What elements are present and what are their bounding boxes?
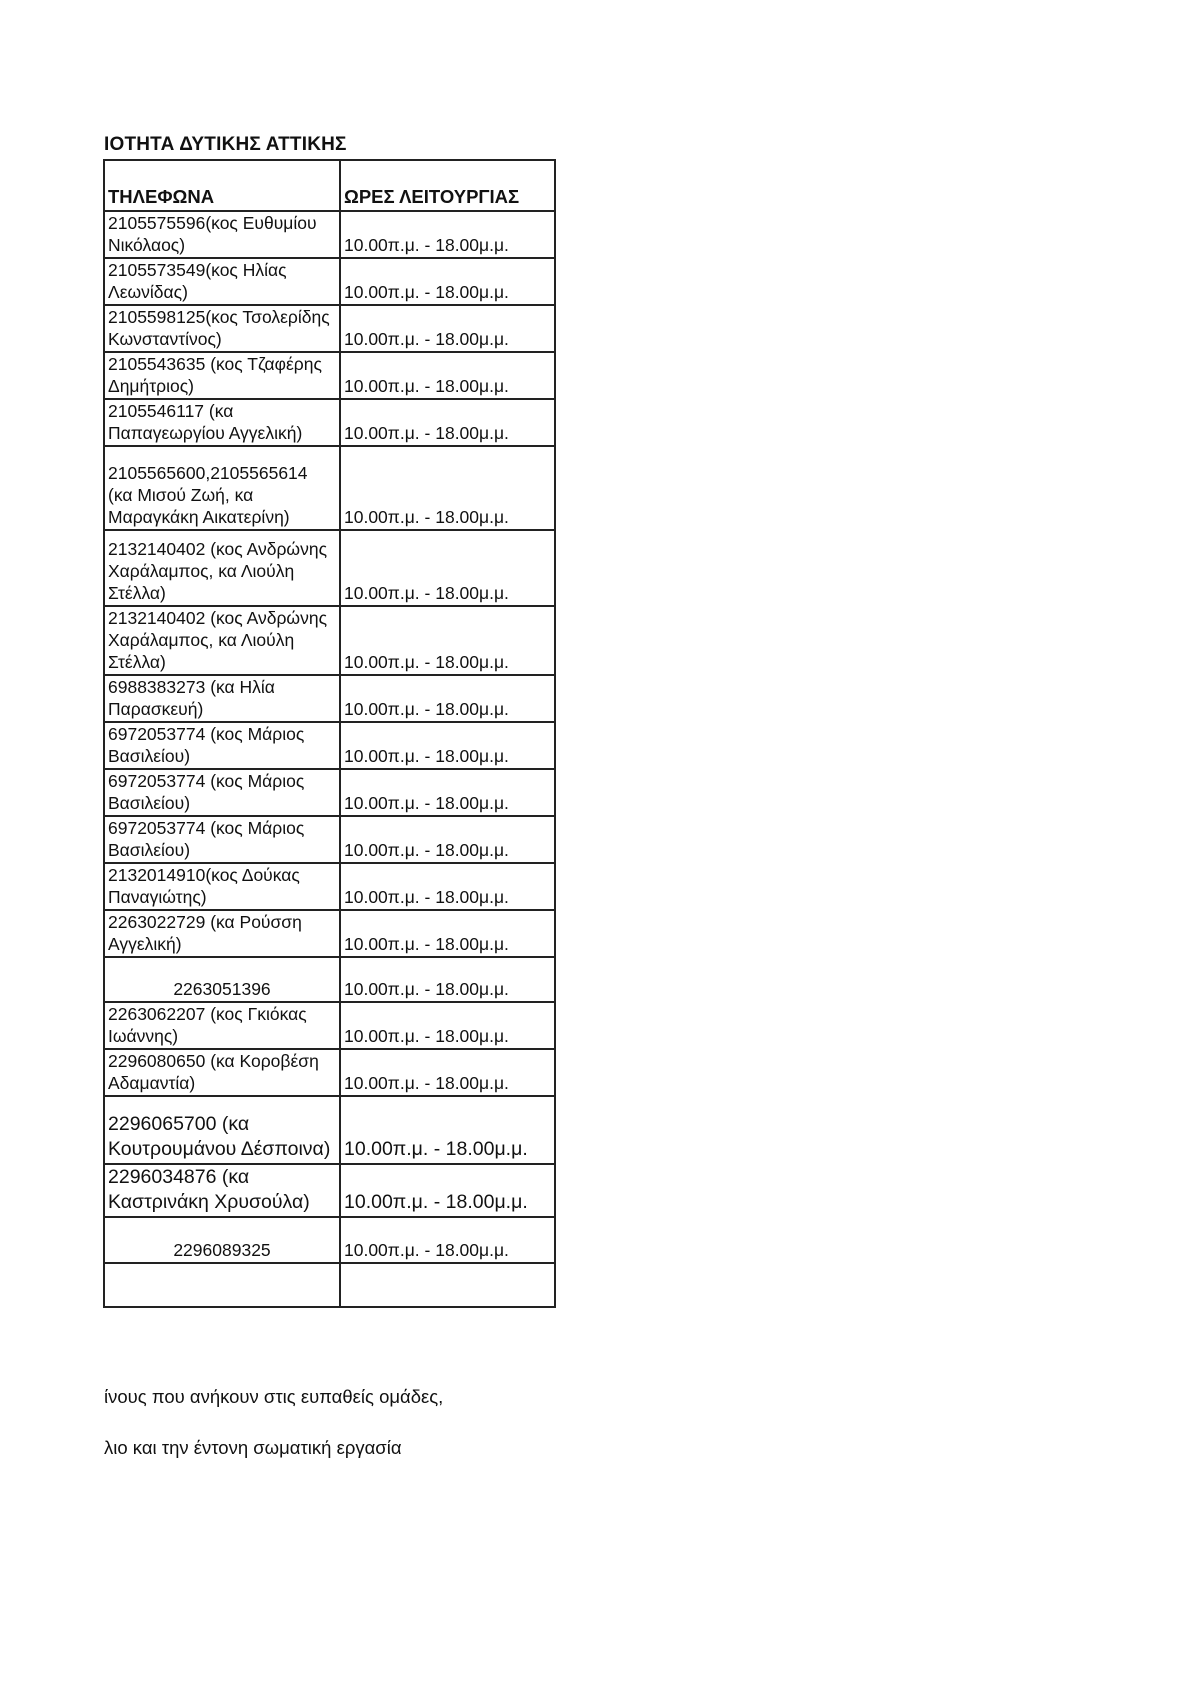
phone-contact-cell: 2263062207 (κος Γκιόκας Ιωάννης)	[104, 1002, 340, 1049]
table-row	[104, 1164, 555, 1217]
table-row	[104, 769, 555, 816]
phone-contact-cell: 2296089325	[104, 1217, 340, 1263]
phone-contact-cell: 6988383273 (κα Ηλία Παρασκευή)	[104, 675, 340, 722]
table-row	[104, 1002, 555, 1049]
table-row	[104, 863, 555, 910]
table-row	[104, 305, 555, 352]
phone-contact-cell	[104, 1263, 340, 1307]
table-row	[104, 816, 555, 863]
table-row	[104, 1263, 555, 1307]
phone-contact-cell: 2296034876 (κα Καστρινάκη Χρυσούλα)	[104, 1164, 340, 1217]
opening-hours-cell: 10.00π.μ. - 18.00μ.μ.	[340, 1217, 555, 1263]
opening-hours-cell: 10.00π.μ. - 18.00μ.μ.	[340, 530, 555, 606]
opening-hours-cell: 10.00π.μ. - 18.00μ.μ.	[340, 957, 555, 1002]
opening-hours-cell: 10.00π.μ. - 18.00μ.μ.	[340, 722, 555, 769]
phone-contact-cell: 2263022729 (κα Ρούσση Αγγελική)	[104, 910, 340, 957]
phone-contact-cell: 6972053774 (κος Μάριος Βασιλείου)	[104, 769, 340, 816]
section-heading: ΙΟΤΗΤΑ ΔΥΤΙΚΗΣ ΑΤΤΙΚΗΣ	[104, 134, 347, 155]
table-row	[104, 722, 555, 769]
phone-contact-cell: 2132140402 (κος Ανδρώνης Χαράλαμπος, κα Λιούλη Στέλλα)	[104, 606, 340, 675]
phone-contact-cell: 6972053774 (κος Μάριος Βασιλείου)	[104, 816, 340, 863]
opening-hours-cell	[340, 1263, 555, 1307]
opening-hours-cell: 10.00π.μ. - 18.00μ.μ.	[340, 769, 555, 816]
phones-column-header: ΤΗΛΕΦΩΝΑ	[104, 160, 340, 211]
opening-hours-cell: 10.00π.μ. - 18.00μ.μ.	[340, 258, 555, 305]
note-line-1: ίνους που ανήκουν στις ευπαθείς ομάδες,	[104, 1386, 444, 1407]
table-row	[104, 1096, 555, 1164]
opening-hours-cell: 10.00π.μ. - 18.00μ.μ.	[340, 399, 555, 446]
table-header-row	[104, 160, 555, 211]
table-row	[104, 530, 555, 606]
opening-hours-cell: 10.00π.μ. - 18.00μ.μ.	[340, 446, 555, 530]
hours-column-header: ΩΡΕΣ ΛΕΙΤΟΥΡΓΙΑΣ	[340, 160, 555, 211]
phone-contact-cell: 6972053774 (κος Μάριος Βασιλείου)	[104, 722, 340, 769]
table-row	[104, 352, 555, 399]
opening-hours-cell: 10.00π.μ. - 18.00μ.μ.	[340, 352, 555, 399]
opening-hours-cell: 10.00π.μ. - 18.00μ.μ.	[340, 863, 555, 910]
phone-contact-cell: 2105575596(κος Ευθυμίου Νικόλαος)	[104, 211, 340, 258]
opening-hours-cell: 10.00π.μ. - 18.00μ.μ.	[340, 1096, 555, 1164]
table-row	[104, 399, 555, 446]
phone-contact-cell: 2105546117 (κα Παπαγεωργίου Αγγελική)	[104, 399, 340, 446]
phone-contact-cell: 2132014910(κος Δούκας Παναγιώτης)	[104, 863, 340, 910]
phone-contact-cell: 2296065700 (κα Κουτρουμάνου Δέσποινα)	[104, 1096, 340, 1164]
opening-hours-cell: 10.00π.μ. - 18.00μ.μ.	[340, 910, 555, 957]
note-line-2: λιο και την έντονη σωματική εργασία	[104, 1437, 402, 1458]
phone-contact-cell: 2132140402 (κος Ανδρώνης Χαράλαμπος, κα Λιούλη Στέλλα)	[104, 530, 340, 606]
opening-hours-cell: 10.00π.μ. - 18.00μ.μ.	[340, 675, 555, 722]
opening-hours-cell: 10.00π.μ. - 18.00μ.μ.	[340, 1049, 555, 1096]
table-row	[104, 1217, 555, 1263]
phone-contact-cell: 2296080650 (κα Κοροβέση Αδαμαντία)	[104, 1049, 340, 1096]
table-row	[104, 957, 555, 1002]
opening-hours-cell: 10.00π.μ. - 18.00μ.μ.	[340, 211, 555, 258]
phone-contact-cell: 2105565600,2105565614 (κα Μισού Ζωή, κα Μαραγκάκη Αικατερίνη)	[104, 446, 340, 530]
phone-contact-cell: 2105543635 (κος Τζαφέρης Δημήτριος)	[104, 352, 340, 399]
opening-hours-cell: 10.00π.μ. - 18.00μ.μ.	[340, 816, 555, 863]
phone-contact-cell: 2105573549(κος Ηλίας Λεωνίδας)	[104, 258, 340, 305]
table-row	[104, 258, 555, 305]
table-row	[104, 446, 555, 530]
opening-hours-cell: 10.00π.μ. - 18.00μ.μ.	[340, 305, 555, 352]
table-row	[104, 1049, 555, 1096]
table-row	[104, 606, 555, 675]
opening-hours-cell: 10.00π.μ. - 18.00μ.μ.	[340, 1164, 555, 1217]
phone-contact-cell: 2263051396	[104, 957, 340, 1002]
opening-hours-cell: 10.00π.μ. - 18.00μ.μ.	[340, 606, 555, 675]
table-body	[104, 211, 555, 1307]
table-row	[104, 910, 555, 957]
contact-hours-table	[103, 159, 556, 1308]
table-row	[104, 675, 555, 722]
opening-hours-cell: 10.00π.μ. - 18.00μ.μ.	[340, 1002, 555, 1049]
phone-contact-cell: 2105598125(κος Τσολερίδης Κωνσταντίνος)	[104, 305, 340, 352]
table-row	[104, 211, 555, 258]
